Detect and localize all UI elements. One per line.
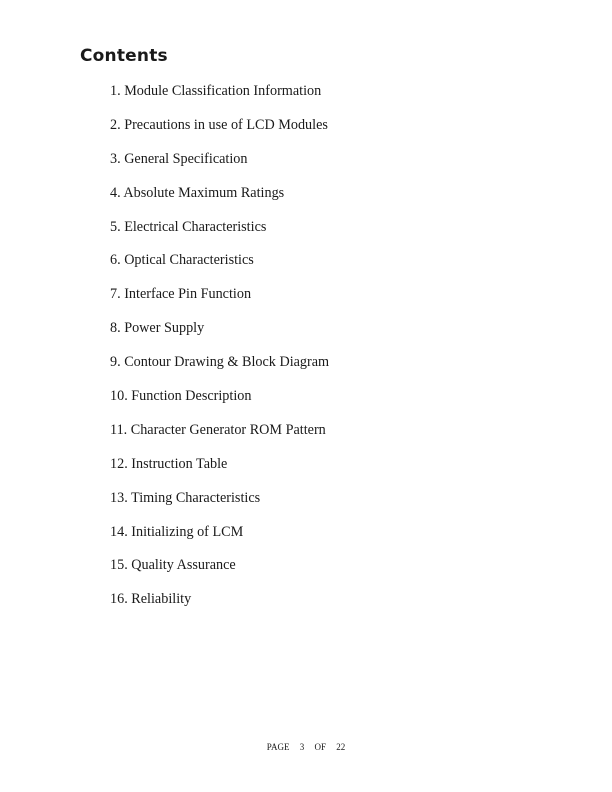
contents-heading: Contents	[80, 46, 168, 66]
toc-item-10: 10. Function Description	[110, 388, 252, 405]
table-of-contents	[110, 82, 329, 624]
toc-item-13: 13. Timing Characteristics	[110, 489, 261, 506]
footer-page-word: PAGE	[266, 742, 290, 752]
footer-total-pages: 22	[336, 742, 346, 752]
toc-item-15: 15. Quality Assurance	[110, 557, 236, 574]
toc-item-14: 14. Initializing of LCM	[110, 523, 244, 540]
footer-current-page: 3	[299, 742, 305, 752]
page-footer	[0, 742, 612, 752]
toc-item-6: 6. Optical Characteristics	[110, 252, 254, 269]
toc-item-4: 4. Absolute Maximum Ratings	[110, 184, 285, 201]
toc-item-9: 9. Contour Drawing & Block Diagram	[110, 354, 330, 371]
toc-item-12: 12. Instruction Table	[110, 455, 228, 472]
toc-item-3: 3. General Specification	[110, 150, 248, 167]
toc-item-5: 5. Electrical Characteristics	[110, 218, 267, 235]
toc-item-2: 2. Precautions in use of LCD Modules	[110, 116, 328, 133]
toc-item-11: 11. Character Generator ROM Pattern	[110, 421, 326, 438]
toc-item-16: 16. Reliability	[110, 591, 192, 608]
toc-item-7: 7. Interface Pin Function	[110, 286, 252, 303]
toc-item-8: 8. Power Supply	[110, 320, 205, 337]
footer-of-word: OF	[314, 742, 326, 752]
toc-item-1: 1. Module Classification Information	[110, 83, 322, 99]
